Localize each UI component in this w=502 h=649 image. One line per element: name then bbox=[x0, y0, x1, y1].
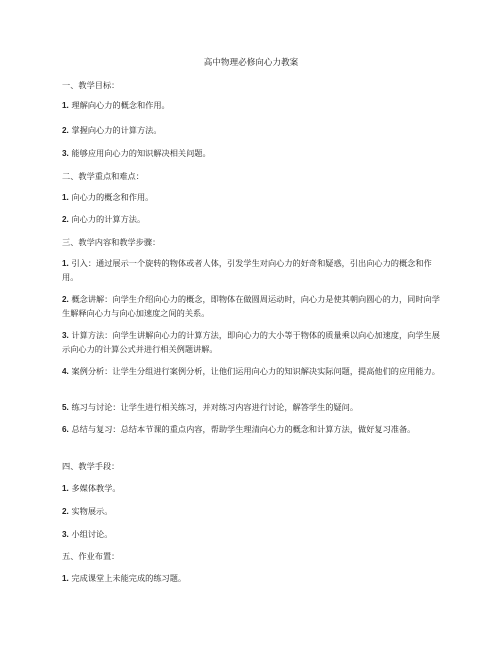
item-number: 1. bbox=[62, 101, 69, 110]
means-item bbox=[62, 528, 440, 542]
item-number: 5. bbox=[62, 403, 69, 412]
item-text: 总结与复习：总结本节课的重点内容，帮助学生理清向心力的概念和计算方法，做好复习准备。 bbox=[71, 424, 416, 434]
section-heading-content-steps: 三、教学内容和教学步骤： bbox=[62, 237, 161, 247]
item-text: 计算方法：向学生讲解向心力的计算方法，即向心力的大小等于物体的质量乘以向心加速度，向学生展示向心力的计算公式并进行相关例题讲解。 bbox=[62, 330, 440, 354]
item-text: 多媒体教学。 bbox=[71, 483, 121, 493]
item-number: 3. bbox=[62, 149, 69, 158]
step-item bbox=[62, 329, 440, 356]
document-title: 高中物理必修向心力教案 bbox=[203, 58, 299, 68]
step-item bbox=[62, 401, 440, 415]
item-text: 小组讨论。 bbox=[71, 529, 113, 539]
item-text: 概念讲解：向学生介绍向心力的概念，即物体在做圆周运动时，向心力是使其朝向圆心的力，同时向学生解释向心力与向心加速度之间的关系。 bbox=[62, 294, 440, 318]
step-item bbox=[62, 293, 440, 320]
step-item bbox=[62, 423, 440, 437]
item-text: 案例分析：让学生分组进行案例分析，让他们运用向心力的知识解决实际问题，提高他们的应用能力。 bbox=[71, 366, 440, 376]
item-number: 1. bbox=[62, 193, 69, 202]
section-heading-key-points: 二、教学重点和难点： bbox=[62, 171, 144, 181]
item-number: 1. bbox=[62, 574, 69, 583]
means-item bbox=[62, 505, 440, 519]
item-number: 2. bbox=[62, 295, 69, 304]
item-number: 1. bbox=[62, 484, 69, 493]
item-number: 3. bbox=[62, 530, 69, 539]
item-text: 实物展示。 bbox=[71, 506, 113, 516]
step-item bbox=[62, 365, 440, 379]
section-heading-objectives: 一、教学目标： bbox=[62, 80, 120, 90]
item-text: 掌握向心力的计算方法。 bbox=[71, 125, 162, 135]
item-text: 练习与讨论：让学生进行相关练习，并对练习内容进行讨论，解答学生的疑问。 bbox=[71, 402, 359, 412]
objective-item bbox=[62, 99, 440, 113]
key-point-item bbox=[62, 213, 440, 227]
item-number: 6. bbox=[62, 425, 69, 434]
objective-item bbox=[62, 124, 440, 138]
step-item bbox=[62, 257, 440, 284]
item-text: 向心力的概念和作用。 bbox=[71, 192, 154, 202]
item-number: 2. bbox=[62, 126, 69, 135]
item-number: 2. bbox=[62, 507, 69, 516]
item-text: 向心力的计算方法。 bbox=[71, 214, 146, 224]
homework-item bbox=[62, 572, 440, 586]
section-heading-homework: 五、作业布置： bbox=[62, 551, 120, 561]
item-text: 完成课堂上未能完成的练习题。 bbox=[71, 573, 187, 583]
section-heading-teaching-means: 四、教学手段： bbox=[62, 461, 120, 471]
item-text: 能够应用向心力的知识解决相关问题。 bbox=[71, 148, 211, 158]
item-text: 理解向心力的概念和作用。 bbox=[71, 100, 170, 110]
item-number: 3. bbox=[62, 331, 69, 340]
objective-item bbox=[62, 147, 440, 161]
item-number: 1. bbox=[62, 259, 69, 268]
item-text: 引入：通过展示一个旋转的物体或者人体，引发学生对向心力的好奇和疑惑，引出向心力的概念和作用。 bbox=[62, 258, 432, 282]
item-number: 2. bbox=[62, 215, 69, 224]
means-item bbox=[62, 482, 440, 496]
key-point-item bbox=[62, 191, 440, 205]
item-number: 4. bbox=[62, 367, 69, 376]
